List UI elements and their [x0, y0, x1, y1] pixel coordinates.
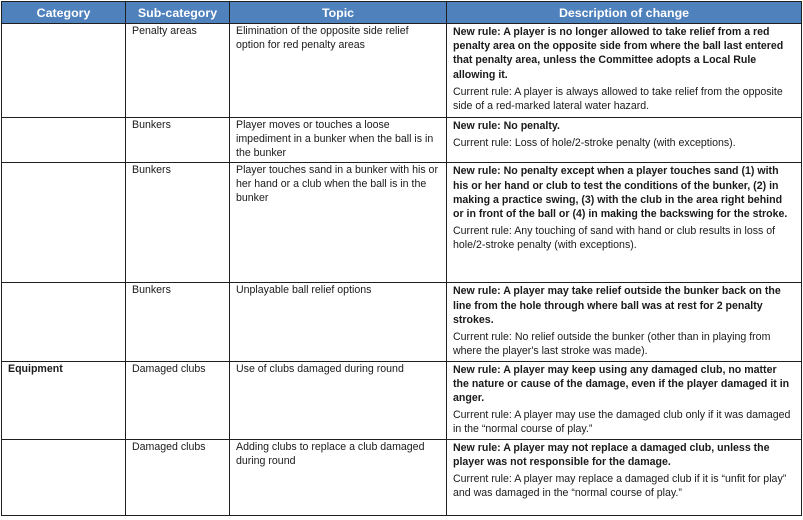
table-row — [2, 283, 802, 361]
rules-changes-table — [1, 1, 802, 516]
table-row — [2, 118, 802, 163]
header-subcategory: Sub-category — [126, 2, 230, 24]
current-rule-text: Current rule: No relief outside the bunker (other than in playing from where the player's last stroke was made). — [453, 331, 771, 357]
description-cell — [447, 283, 802, 361]
new-rule-text: New rule: No penalty. — [453, 120, 560, 132]
category-cell — [2, 118, 126, 163]
table-row — [2, 163, 802, 283]
subcategory-cell: Damaged clubs — [126, 361, 230, 439]
description-cell — [447, 163, 802, 283]
category-cell — [2, 24, 126, 118]
header-category: Category — [2, 2, 126, 24]
current-rule-text: Current rule: A player may replace a damaged club if it is “unfit for play” and was damaged in the “normal course of play.” — [453, 473, 787, 499]
topic-cell: Player touches sand in a bunker with his or her hand or a club when the ball is in the bunker — [230, 163, 447, 283]
subcategory-cell: Damaged clubs — [126, 439, 230, 515]
description-cell — [447, 118, 802, 163]
description-cell — [447, 439, 802, 515]
new-rule-text: New rule: A player may keep using any damaged club, no matter the nature or cause of the damage, even if the player damaged it in anger. — [453, 363, 790, 404]
category-cell — [2, 283, 126, 361]
topic-cell: Player moves or touches a loose impediment in a bunker when the ball is in the bunker — [230, 118, 447, 163]
new-rule-text: New rule: No penalty except when a player touches sand (1) with his or her hand or club to test the conditions of the bunker, (2) in making a practice swing, (3) with the club in the area right behind or in front of the ball or (4) in making the backswing for the stroke. — [453, 165, 788, 220]
category-cell: Equipment — [2, 361, 126, 439]
header-row — [2, 2, 802, 24]
new-rule-text: New rule: A player is no longer allowed to take relief from a red penalty area on the opposite side from where the ball last entered that penalty area, unless the Committee adopts a Local Rule allowing it. — [453, 26, 784, 81]
table-row — [2, 24, 802, 118]
topic-cell: Use of clubs damaged during round — [230, 361, 447, 439]
category-cell — [2, 163, 126, 283]
subcategory-cell: Penalty areas — [126, 24, 230, 118]
subcategory-cell: Bunkers — [126, 118, 230, 163]
subcategory-cell: Bunkers — [126, 283, 230, 361]
subcategory-cell: Bunkers — [126, 163, 230, 283]
topic-cell: Unplayable ball relief options — [230, 283, 447, 361]
category-cell — [2, 439, 126, 515]
description-cell — [447, 361, 802, 439]
topic-cell: Elimination of the opposite side relief option for red penalty areas — [230, 24, 447, 118]
table-row — [2, 439, 802, 515]
new-rule-text: New rule: A player may not replace a damaged club, unless the player was not responsible for the damage. — [453, 441, 770, 468]
table-row — [2, 361, 802, 439]
rules-changes-document — [1, 1, 802, 516]
current-rule-text: Current rule: A player may use the damaged club only if it was damaged in the “normal course of play.” — [453, 409, 791, 435]
topic-cell: Adding clubs to replace a club damaged during round — [230, 439, 447, 515]
header-description: Description of change — [447, 2, 802, 24]
current-rule-text: Current rule: Any touching of sand with hand or club results in loss of hole/2-stroke penalty (with exceptions). — [453, 225, 776, 251]
current-rule-text: Current rule: Loss of hole/2-stroke penalty (with exceptions). — [453, 137, 736, 150]
header-topic: Topic — [230, 2, 447, 24]
current-rule-text: Current rule: A player is always allowed to take relief from the opposite side of a red-marked lateral water hazard. — [453, 85, 783, 112]
new-rule-text: New rule: A player may take relief outside the bunker back on the line from the hole through where ball was at rest for 2 penalty strokes. — [453, 285, 781, 326]
description-cell — [447, 24, 802, 118]
